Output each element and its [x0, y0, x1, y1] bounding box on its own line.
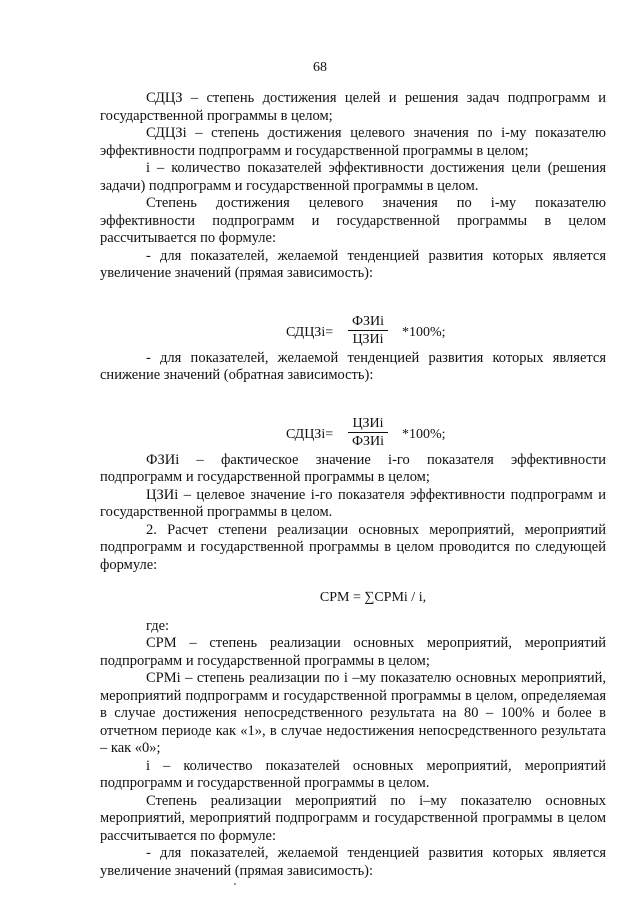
formula-fraction — [348, 415, 388, 450]
formula-rhs: *100%; — [402, 324, 446, 340]
paragraph: ЦЗИi – целевое значение i-го показателя эффективности подпрограмм и государственной программы в целом. — [100, 486, 606, 520]
paragraph: СРМi – степень реализации по i –му показателю основных мероприятий, мероприятий подпрограмм и государственной программы в целом, определяемая в случае достижения непосредственного результата на 80 – 100% и более в отчетном периоде как «1», в случае недостижения непосредственного результата – как «0»; — [100, 670, 606, 756]
formula-crm: СРМ = ∑СРМi / i, — [319, 590, 427, 605]
paragraph: ФЗИi – фактическое значение i-го показателя эффективности подпрограмм и государственной программы в целом; — [100, 451, 606, 485]
paragraph: - для показателей, желаемой тенденцией развития которых является увеличение значений (прямая зависимость): — [100, 845, 606, 879]
formula-denominator: ЦЗИi — [352, 331, 384, 347]
paragraph: 2. Расчет степени реализации основных мероприятий, мероприятий подпрограмм и государственной программы в целом проводится по следующей формуле: — [100, 521, 606, 573]
formula-rhs: *100%; — [402, 426, 446, 442]
paragraph: СДЦЗ – степень достижения целей и решения задач подпрограмм и государственной программы в целом; — [100, 90, 606, 124]
formula-numerator: ФЗИi — [348, 313, 388, 331]
paragraph: где: — [146, 617, 170, 634]
paragraph: i – количество показателей основных мероприятий, мероприятий подпрограмм и государственной программы в целом. — [100, 757, 606, 791]
formula-lhs: СДЦЗi= — [286, 426, 334, 442]
formula-inverse — [100, 412, 606, 452]
document-body — [100, 90, 606, 880]
page-number: 68 — [313, 60, 327, 75]
paragraph: СРМ – степень реализации основных мероприятий, мероприятий подпрограмм и государственной программы в целом; — [100, 635, 606, 669]
paragraph: i – количество показателей эффективности достижения цели (решения задачи) подпрограмм и государственной программы в целом. — [100, 160, 606, 194]
formula-fraction — [348, 313, 388, 348]
paragraph: Степень достижения целевого значения по i-му показателю эффективности подпрограмм и государственной программы в целом рассчитывается по формуле: — [100, 195, 606, 246]
formula-lhs: СДЦЗi= — [286, 324, 334, 340]
paragraph: СДЦЗi – степень достижения целевого значения по i-му показателю эффективности подпрограмм и государственной программы в целом; — [100, 125, 606, 159]
formula-direct — [100, 310, 606, 350]
paragraph: - для показателей, желаемой тенденцией развития которых является снижение значений (обратная зависимость): — [100, 349, 606, 383]
formula-denominator: ФЗИi — [351, 433, 385, 449]
paragraph: - для показателей, желаемой тенденцией развития которых является увеличение значений (прямая зависимость): — [100, 247, 606, 281]
formula-numerator: ЦЗИi — [348, 415, 388, 433]
scan-speck — [234, 883, 236, 885]
paragraph: Степень реализации мероприятий по i–му показателю основных мероприятий, мероприятий подпрограмм и государственной программы в целом рассчитывается по формуле: — [100, 792, 606, 844]
